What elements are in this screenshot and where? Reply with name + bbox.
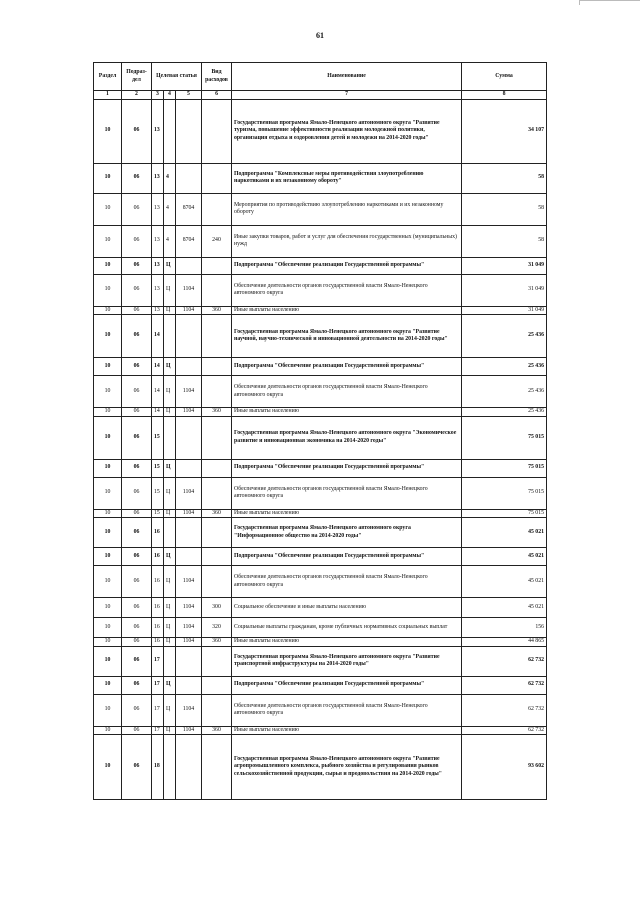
cell-statya-program: 14 bbox=[152, 376, 164, 408]
cell-naimenovanie: Социальное обеспечение и иные выплаты населению bbox=[232, 598, 462, 618]
cell-statya-direction bbox=[176, 735, 202, 800]
table-row bbox=[94, 646, 547, 676]
cell-podrazdel: 06 bbox=[122, 99, 152, 163]
cell-podrazdel: 06 bbox=[122, 257, 152, 274]
cell-naimenovanie: Подпрограмма "Обеспечение реализации Государственной программы" bbox=[232, 548, 462, 566]
cell-summa: 58 bbox=[462, 225, 547, 257]
cell-statya-subprogram: Ц bbox=[164, 676, 176, 694]
table-row bbox=[94, 459, 547, 477]
cell-summa: 25 436 bbox=[462, 376, 547, 408]
cell-statya-program: 16 bbox=[152, 566, 164, 598]
cell-razdel: 10 bbox=[94, 509, 122, 518]
cell-summa: 62 732 bbox=[462, 676, 547, 694]
cell-statya-direction: 1104 bbox=[176, 274, 202, 306]
scan-edge-mark bbox=[579, 0, 640, 5]
cell-naimenovanie: Обеспечение деятельности органов государственной власти Ямало-Ненецкого автономного округа bbox=[232, 694, 462, 726]
cell-statya-subprogram: Ц bbox=[164, 566, 176, 598]
cell-razdel: 10 bbox=[94, 566, 122, 598]
cell-podrazdel: 06 bbox=[122, 638, 152, 647]
col-number: 7 bbox=[232, 91, 462, 100]
cell-razdel: 10 bbox=[94, 646, 122, 676]
cell-summa: 31 049 bbox=[462, 257, 547, 274]
cell-vid-rashodov: 360 bbox=[202, 408, 232, 417]
cell-vid-rashodov: 300 bbox=[202, 598, 232, 618]
cell-razdel: 10 bbox=[94, 99, 122, 163]
header-celevaya-statya: Целевая статья bbox=[152, 63, 202, 91]
cell-statya-program: 15 bbox=[152, 509, 164, 518]
cell-vid-rashodov bbox=[202, 477, 232, 509]
cell-razdel: 10 bbox=[94, 694, 122, 726]
cell-razdel: 10 bbox=[94, 676, 122, 694]
cell-summa: 62 732 bbox=[462, 726, 547, 735]
cell-summa: 25 436 bbox=[462, 408, 547, 417]
cell-razdel: 10 bbox=[94, 274, 122, 306]
cell-statya-subprogram: Ц bbox=[164, 548, 176, 566]
cell-summa: 45 021 bbox=[462, 598, 547, 618]
cell-naimenovanie: Социальные выплаты гражданам, кроме публичных нормативных социальных выплат bbox=[232, 618, 462, 638]
table-row bbox=[94, 548, 547, 566]
cell-razdel: 10 bbox=[94, 257, 122, 274]
table-row bbox=[94, 225, 547, 257]
cell-statya-subprogram: 4 bbox=[164, 193, 176, 225]
cell-vid-rashodov bbox=[202, 376, 232, 408]
cell-summa: 58 bbox=[462, 193, 547, 225]
header-naimenovanie: Наименование bbox=[232, 63, 462, 91]
cell-vid-rashodov bbox=[202, 163, 232, 193]
cell-naimenovanie: Иные выплаты населению bbox=[232, 408, 462, 417]
cell-naimenovanie: Подпрограмма "Комплексные меры противодействия злоупотреблению наркотиками и их незаконному обороту" bbox=[232, 163, 462, 193]
cell-podrazdel: 06 bbox=[122, 598, 152, 618]
cell-vid-rashodov bbox=[202, 694, 232, 726]
col-number: 4 bbox=[164, 91, 176, 100]
cell-statya-program: 17 bbox=[152, 646, 164, 676]
cell-vid-rashodov bbox=[202, 459, 232, 477]
table-row bbox=[94, 274, 547, 306]
cell-statya-program: 15 bbox=[152, 416, 164, 459]
cell-razdel: 10 bbox=[94, 598, 122, 618]
header-razdel: Раздел bbox=[94, 63, 122, 91]
cell-vid-rashodov bbox=[202, 257, 232, 274]
cell-vid-rashodov: 240 bbox=[202, 225, 232, 257]
cell-podrazdel: 06 bbox=[122, 726, 152, 735]
table-row bbox=[94, 99, 547, 163]
cell-statya-program: 16 bbox=[152, 638, 164, 647]
cell-statya-subprogram: Ц bbox=[164, 257, 176, 274]
cell-summa: 44 865 bbox=[462, 638, 547, 647]
cell-summa: 25 436 bbox=[462, 358, 547, 376]
col-number: 2 bbox=[122, 91, 152, 100]
cell-naimenovanie: Государственная программа Ямало-Ненецкого автономного округа "Развитие транспортной инфраструктуры на 2014-2020 годы" bbox=[232, 646, 462, 676]
cell-statya-program: 14 bbox=[152, 408, 164, 417]
cell-podrazdel: 06 bbox=[122, 408, 152, 417]
cell-razdel: 10 bbox=[94, 193, 122, 225]
col-number: 8 bbox=[462, 91, 547, 100]
cell-statya-program: 14 bbox=[152, 358, 164, 376]
cell-statya-subprogram: 4 bbox=[164, 163, 176, 193]
cell-razdel: 10 bbox=[94, 225, 122, 257]
table-row bbox=[94, 638, 547, 647]
cell-statya-subprogram: Ц bbox=[164, 408, 176, 417]
cell-podrazdel: 06 bbox=[122, 193, 152, 225]
cell-statya-program: 17 bbox=[152, 726, 164, 735]
table-row bbox=[94, 193, 547, 225]
cell-statya-direction bbox=[176, 518, 202, 548]
table-row bbox=[94, 408, 547, 417]
cell-summa: 93 602 bbox=[462, 735, 547, 800]
cell-naimenovanie: Государственная программа Ямало-Ненецкого автономного округа "Информационное общество на 2014-2020 годы" bbox=[232, 518, 462, 548]
cell-vid-rashodov bbox=[202, 99, 232, 163]
cell-statya-subprogram: 4 bbox=[164, 225, 176, 257]
table-row bbox=[94, 694, 547, 726]
cell-statya-subprogram bbox=[164, 99, 176, 163]
table-row bbox=[94, 566, 547, 598]
cell-razdel: 10 bbox=[94, 315, 122, 358]
cell-summa: 31 049 bbox=[462, 306, 547, 315]
table-row bbox=[94, 726, 547, 735]
cell-vid-rashodov bbox=[202, 315, 232, 358]
col-number: 1 bbox=[94, 91, 122, 100]
cell-statya-direction bbox=[176, 99, 202, 163]
cell-statya-direction: 1104 bbox=[176, 306, 202, 315]
cell-podrazdel: 06 bbox=[122, 618, 152, 638]
cell-statya-subprogram: Ц bbox=[164, 638, 176, 647]
cell-statya-program: 17 bbox=[152, 694, 164, 726]
cell-statya-program: 14 bbox=[152, 315, 164, 358]
cell-statya-subprogram bbox=[164, 646, 176, 676]
cell-statya-direction bbox=[176, 257, 202, 274]
table-row bbox=[94, 163, 547, 193]
cell-statya-program: 13 bbox=[152, 99, 164, 163]
cell-podrazdel: 06 bbox=[122, 694, 152, 726]
cell-vid-rashodov bbox=[202, 735, 232, 800]
table-row bbox=[94, 315, 547, 358]
cell-summa: 31 049 bbox=[462, 274, 547, 306]
cell-summa: 75 015 bbox=[462, 477, 547, 509]
col-number: 6 bbox=[202, 91, 232, 100]
cell-vid-rashodov bbox=[202, 358, 232, 376]
table-row bbox=[94, 257, 547, 274]
cell-statya-program: 18 bbox=[152, 735, 164, 800]
cell-statya-program: 16 bbox=[152, 548, 164, 566]
cell-podrazdel: 06 bbox=[122, 735, 152, 800]
table-row bbox=[94, 306, 547, 315]
cell-statya-program: 13 bbox=[152, 163, 164, 193]
cell-statya-direction bbox=[176, 459, 202, 477]
cell-razdel: 10 bbox=[94, 477, 122, 509]
cell-naimenovanie: Государственная программа Ямало-Ненецкого автономного округа "Развитие туризма, повышение эффективности реализации молодежной политики, организация отдыха и оздоровления детей и молодежи на 2014-2020 годы" bbox=[232, 99, 462, 163]
cell-statya-subprogram bbox=[164, 315, 176, 358]
cell-naimenovanie: Подпрограмма "Обеспечение реализации Государственной программы" bbox=[232, 459, 462, 477]
cell-statya-direction: 1104 bbox=[176, 598, 202, 618]
cell-razdel: 10 bbox=[94, 306, 122, 315]
cell-naimenovanie: Иные выплаты населению bbox=[232, 638, 462, 647]
cell-summa: 45 021 bbox=[462, 518, 547, 548]
cell-statya-direction: 8704 bbox=[176, 193, 202, 225]
table-row bbox=[94, 376, 547, 408]
cell-podrazdel: 06 bbox=[122, 163, 152, 193]
cell-podrazdel: 06 bbox=[122, 358, 152, 376]
cell-podrazdel: 06 bbox=[122, 315, 152, 358]
cell-podrazdel: 06 bbox=[122, 306, 152, 315]
cell-vid-rashodov: 320 bbox=[202, 618, 232, 638]
table-row bbox=[94, 509, 547, 518]
cell-statya-direction bbox=[176, 548, 202, 566]
cell-razdel: 10 bbox=[94, 163, 122, 193]
cell-summa: 75 015 bbox=[462, 459, 547, 477]
cell-statya-direction bbox=[176, 416, 202, 459]
cell-statya-subprogram: Ц bbox=[164, 509, 176, 518]
cell-razdel: 10 bbox=[94, 358, 122, 376]
cell-statya-direction: 1104 bbox=[176, 376, 202, 408]
cell-statya-program: 13 bbox=[152, 306, 164, 315]
cell-statya-direction: 1104 bbox=[176, 638, 202, 647]
cell-statya-subprogram: Ц bbox=[164, 694, 176, 726]
cell-statya-direction bbox=[176, 315, 202, 358]
cell-naimenovanie: Обеспечение деятельности органов государственной власти Ямало-Ненецкого автономного округа bbox=[232, 376, 462, 408]
cell-statya-direction: 1104 bbox=[176, 618, 202, 638]
cell-podrazdel: 06 bbox=[122, 459, 152, 477]
cell-summa: 156 bbox=[462, 618, 547, 638]
cell-statya-direction: 1104 bbox=[176, 566, 202, 598]
cell-razdel: 10 bbox=[94, 726, 122, 735]
cell-statya-program: 13 bbox=[152, 274, 164, 306]
cell-statya-subprogram: Ц bbox=[164, 598, 176, 618]
cell-naimenovanie: Подпрограмма "Обеспечение реализации Государственной программы" bbox=[232, 358, 462, 376]
cell-statya-direction: 1104 bbox=[176, 477, 202, 509]
cell-naimenovanie: Мероприятия по противодействию злоупотреблению наркотиками и их незаконному обороту bbox=[232, 193, 462, 225]
cell-statya-program: 15 bbox=[152, 477, 164, 509]
cell-vid-rashodov bbox=[202, 193, 232, 225]
cell-statya-direction: 8704 bbox=[176, 225, 202, 257]
cell-statya-direction: 1104 bbox=[176, 694, 202, 726]
cell-vid-rashodov: 360 bbox=[202, 306, 232, 315]
cell-naimenovanie: Подпрограмма "Обеспечение реализации Государственной программы" bbox=[232, 676, 462, 694]
page-number: 61 bbox=[316, 31, 324, 40]
cell-razdel: 10 bbox=[94, 408, 122, 417]
cell-statya-subprogram bbox=[164, 735, 176, 800]
cell-vid-rashodov bbox=[202, 676, 232, 694]
table-row bbox=[94, 477, 547, 509]
cell-vid-rashodov: 360 bbox=[202, 638, 232, 647]
cell-podrazdel: 06 bbox=[122, 548, 152, 566]
cell-statya-direction bbox=[176, 676, 202, 694]
cell-naimenovanie: Государственная программа Ямало-Ненецкого автономного округа "Экономическое развитие и инновационная экономика на 2014-2020 годы" bbox=[232, 416, 462, 459]
cell-naimenovanie: Подпрограмма "Обеспечение реализации Государственной программы" bbox=[232, 257, 462, 274]
cell-statya-direction bbox=[176, 163, 202, 193]
cell-razdel: 10 bbox=[94, 618, 122, 638]
cell-naimenovanie: Обеспечение деятельности органов государственной власти Ямало-Ненецкого автономного округа bbox=[232, 477, 462, 509]
cell-statya-program: 15 bbox=[152, 459, 164, 477]
cell-vid-rashodov bbox=[202, 548, 232, 566]
cell-summa: 25 436 bbox=[462, 315, 547, 358]
cell-naimenovanie: Обеспечение деятельности органов государственной власти Ямало-Ненецкого автономного округа bbox=[232, 274, 462, 306]
cell-vid-rashodov bbox=[202, 416, 232, 459]
cell-vid-rashodov: 360 bbox=[202, 726, 232, 735]
cell-podrazdel: 06 bbox=[122, 566, 152, 598]
cell-razdel: 10 bbox=[94, 376, 122, 408]
cell-summa: 75 015 bbox=[462, 416, 547, 459]
cell-vid-rashodov: 360 bbox=[202, 509, 232, 518]
cell-naimenovanie: Иные выплаты населению bbox=[232, 306, 462, 315]
cell-statya-program: 13 bbox=[152, 193, 164, 225]
cell-vid-rashodov bbox=[202, 566, 232, 598]
cell-vid-rashodov bbox=[202, 274, 232, 306]
cell-razdel: 10 bbox=[94, 548, 122, 566]
cell-naimenovanie: Иные выплаты населению bbox=[232, 726, 462, 735]
cell-statya-program: 16 bbox=[152, 518, 164, 548]
cell-statya-subprogram: Ц bbox=[164, 274, 176, 306]
cell-vid-rashodov bbox=[202, 646, 232, 676]
cell-statya-subprogram bbox=[164, 518, 176, 548]
cell-vid-rashodov bbox=[202, 518, 232, 548]
cell-podrazdel: 06 bbox=[122, 477, 152, 509]
cell-summa: 75 015 bbox=[462, 509, 547, 518]
cell-razdel: 10 bbox=[94, 735, 122, 800]
cell-summa: 34 107 bbox=[462, 99, 547, 163]
table-row bbox=[94, 618, 547, 638]
col-number: 3 bbox=[152, 91, 164, 100]
cell-summa: 62 732 bbox=[462, 646, 547, 676]
cell-statya-direction bbox=[176, 358, 202, 376]
cell-naimenovanie: Иные выплаты населению bbox=[232, 509, 462, 518]
cell-statya-subprogram: Ц bbox=[164, 358, 176, 376]
budget-table bbox=[93, 62, 547, 800]
cell-statya-subprogram: Ц bbox=[164, 477, 176, 509]
cell-statya-direction: 1104 bbox=[176, 726, 202, 735]
cell-podrazdel: 06 bbox=[122, 646, 152, 676]
table-row bbox=[94, 518, 547, 548]
cell-statya-program: 13 bbox=[152, 257, 164, 274]
cell-podrazdel: 06 bbox=[122, 416, 152, 459]
table-body bbox=[94, 99, 547, 800]
table-row bbox=[94, 416, 547, 459]
cell-podrazdel: 06 bbox=[122, 225, 152, 257]
cell-statya-subprogram: Ц bbox=[164, 459, 176, 477]
cell-statya-program: 13 bbox=[152, 225, 164, 257]
cell-statya-subprogram: Ц bbox=[164, 306, 176, 315]
cell-naimenovanie: Государственная программа Ямало-Ненецкого автономного округа "Развитие агропромышленного комплекса, рыбного хозяйства и регулирования рынков сельскохозяйственной продукции, сырья и продовольствия на 2014-2020 годы" bbox=[232, 735, 462, 800]
cell-summa: 62 732 bbox=[462, 694, 547, 726]
cell-statya-direction bbox=[176, 646, 202, 676]
cell-statya-program: 16 bbox=[152, 598, 164, 618]
cell-statya-subprogram: Ц bbox=[164, 726, 176, 735]
cell-summa: 45 021 bbox=[462, 548, 547, 566]
cell-statya-subprogram: Ц bbox=[164, 376, 176, 408]
cell-naimenovanie: Государственная программа Ямало-Ненецкого автономного округа "Развитие научной, научно-технической и инновационной деятельности на 2014-2020 годы" bbox=[232, 315, 462, 358]
table-row bbox=[94, 676, 547, 694]
cell-naimenovanie: Иные закупки товаров, работ и услуг для обеспечения государственных (муниципальных) нужд bbox=[232, 225, 462, 257]
cell-statya-direction: 1104 bbox=[176, 509, 202, 518]
cell-podrazdel: 06 bbox=[122, 518, 152, 548]
cell-razdel: 10 bbox=[94, 638, 122, 647]
cell-razdel: 10 bbox=[94, 518, 122, 548]
cell-statya-program: 16 bbox=[152, 618, 164, 638]
cell-summa: 58 bbox=[462, 163, 547, 193]
cell-podrazdel: 06 bbox=[122, 676, 152, 694]
table-row bbox=[94, 358, 547, 376]
cell-podrazdel: 06 bbox=[122, 376, 152, 408]
cell-podrazdel: 06 bbox=[122, 509, 152, 518]
header-vid-rashodov: Вид расходов bbox=[202, 63, 232, 91]
table-row bbox=[94, 598, 547, 618]
cell-statya-subprogram bbox=[164, 416, 176, 459]
cell-podrazdel: 06 bbox=[122, 274, 152, 306]
col-number: 5 bbox=[176, 91, 202, 100]
cell-statya-subprogram: Ц bbox=[164, 618, 176, 638]
cell-razdel: 10 bbox=[94, 459, 122, 477]
table-row bbox=[94, 735, 547, 800]
cell-statya-direction: 1104 bbox=[176, 408, 202, 417]
cell-statya-program: 17 bbox=[152, 676, 164, 694]
cell-razdel: 10 bbox=[94, 416, 122, 459]
cell-naimenovanie: Обеспечение деятельности органов государственной власти Ямало-Ненецкого автономного округа bbox=[232, 566, 462, 598]
header-podrazdel: Подраз-дел bbox=[122, 63, 152, 91]
header-summa: Сумма bbox=[462, 63, 547, 91]
cell-summa: 45 021 bbox=[462, 566, 547, 598]
